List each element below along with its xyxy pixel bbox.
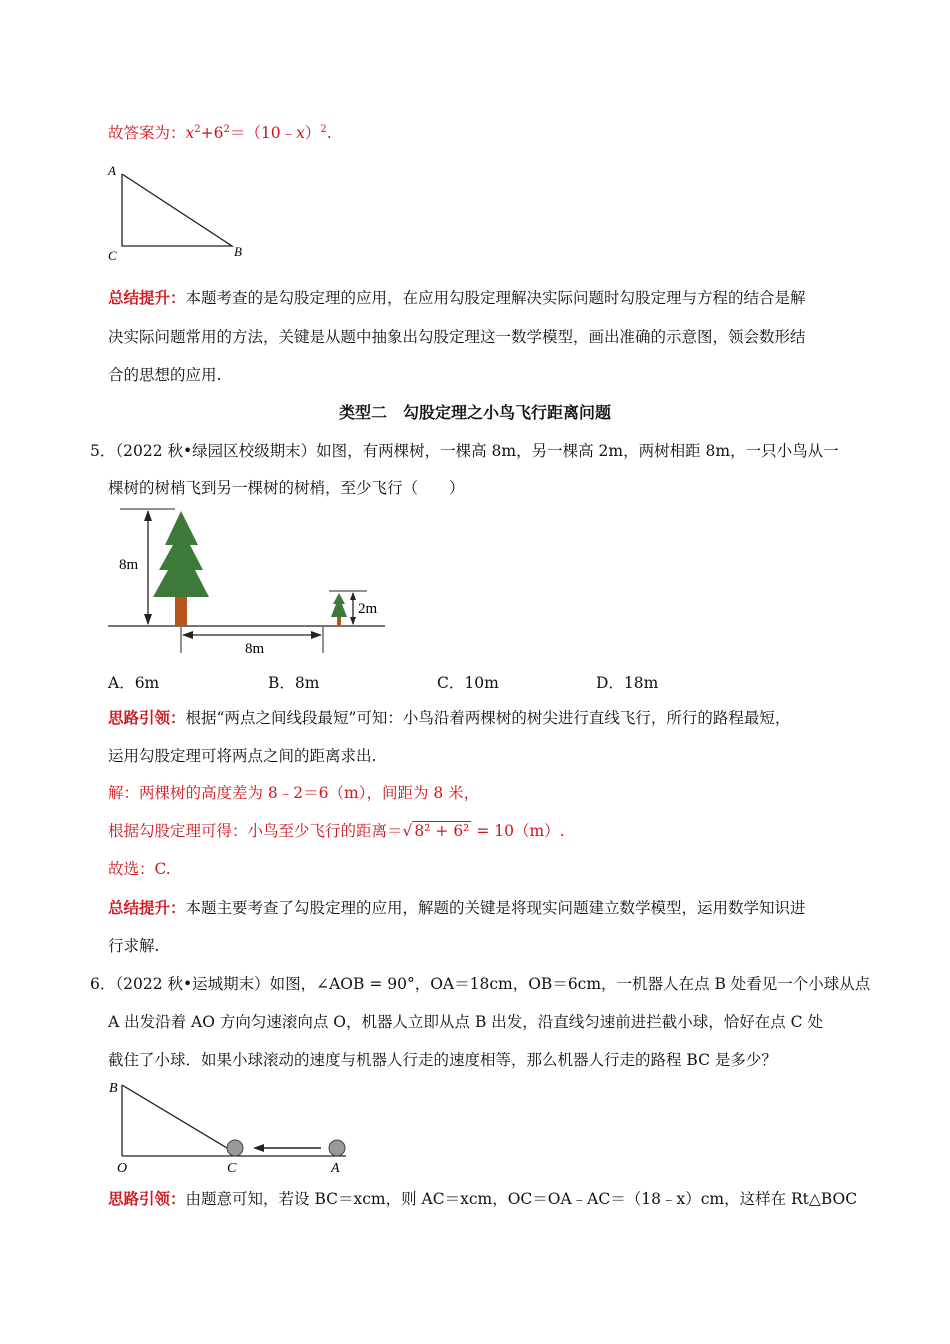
q5-summary-line2: 行求解.: [108, 937, 160, 955]
choice-a: A．6m: [108, 674, 160, 692]
q6-line3: 截住了小球．如果小球滚动的速度与机器人行走的速度相等，那么机器人行走的路程 BC 是多少？: [108, 1051, 777, 1069]
q5-line2: 棵树的树梢飞到另一棵树的树梢，至少飞行（ ）: [108, 479, 465, 497]
solution-suffix: = 10（m）.: [471, 822, 565, 840]
q6-hint-line1: [108, 1188, 857, 1210]
label-A: A: [108, 163, 116, 178]
q5-hint-line2: 运用勾股定理可将两点之间的距离求出.: [108, 747, 377, 765]
ball-at-A: [329, 1140, 345, 1156]
triangle-shape: [122, 174, 232, 246]
arrow-head-up-small: [350, 592, 356, 600]
formula-part: ）: [304, 124, 321, 142]
short-tree-canopy: [331, 593, 347, 617]
q5-solution-line3: 故选：C.: [108, 860, 171, 878]
hint-text: 由题意可知，若设 BC＝xcm，则 AC＝xcm，OC＝OA﹣AC＝（18﹣x）cm，这样在 Rt△BOC: [185, 1190, 858, 1208]
segment-BC: [122, 1085, 232, 1151]
q5-hint-line1: [108, 707, 790, 729]
label-O: O: [117, 1161, 128, 1176]
ball-at-C: [227, 1140, 243, 1156]
summary-1-line1: [108, 287, 806, 309]
formula-part: .: [326, 124, 332, 142]
label-C: C: [227, 1161, 237, 1176]
arrow-head-up: [144, 510, 152, 521]
summary-1-line2: 决实际问题常用的方法，关键是从题中抽象出勾股定理这一数学模型，画出准确的示意图，领会数形结: [108, 328, 806, 346]
label-A: A: [331, 1161, 340, 1176]
choice-b: B．8m: [268, 674, 320, 692]
tall-tree-canopy: [153, 511, 209, 597]
arrow-head-down-small: [350, 617, 356, 625]
tall-height-label: 8m: [119, 557, 139, 573]
arrow-head-right: [311, 631, 322, 639]
q5-line1: 5．（2022 秋•绿园区校级期末）如图，有两棵树，一棵高 8m，另一棵高 2m，两树相距 8m，一只小鸟从一: [90, 442, 839, 460]
answer-line: [108, 122, 332, 144]
summary-label: 总结提升：: [108, 288, 186, 307]
formula-part: +6: [200, 124, 224, 142]
distance-label: 8m: [245, 641, 265, 657]
q5-summary-line1: [108, 897, 806, 919]
triangle-figure: [100, 158, 260, 268]
choice-d: D．18m: [596, 674, 659, 692]
q6-line2: A 出发沿着 AO 方向匀速滚向点 O，机器人立即从点 B 出发，沿直线匀速前进拦截小球，恰好在点 C 处: [108, 1013, 823, 1031]
exp: 2: [194, 123, 201, 135]
formula-part: ＝（10﹣: [229, 124, 297, 142]
formula-var: x: [296, 124, 305, 142]
short-height-label: 2m: [358, 601, 378, 617]
q5-solution-line2: [108, 820, 565, 842]
summary-text: 本题主要考查了勾股定理的应用，解题的关键是将现实问题建立数学模型，运用数学知识进: [185, 899, 806, 917]
tree-figure: [105, 505, 395, 660]
sqrt-sign: √: [402, 822, 413, 840]
summary-label: 总结提升：: [108, 898, 186, 917]
solution-prefix: 根据勾股定理可得：小鸟至少飞行的距离＝: [108, 822, 403, 840]
label-B: B: [109, 1081, 118, 1096]
label-B: B: [234, 244, 242, 259]
label-C: C: [108, 248, 117, 263]
exp: 2: [223, 123, 230, 135]
hint-label: 思路引领：: [108, 708, 186, 727]
tall-tree-trunk: [175, 593, 187, 626]
section-title: 类型二 勾股定理之小鸟飞行距离问题: [338, 403, 611, 422]
choice-c: C．10m: [437, 674, 499, 692]
short-tree-trunk: [337, 616, 341, 626]
q6-line1: 6．（2022 秋•运城期末）如图，∠AOB = 90°，OA＝18cm，OB＝6cm，一机器人在点 B 处看见一个小球从点: [90, 975, 871, 993]
motion-arrow-head: [253, 1144, 264, 1152]
q5-solution-line1: 解：两棵树的高度差为 8﹣2＝6（m），间距为 8 米，: [108, 784, 480, 802]
formula-var: x: [185, 124, 195, 142]
answer-prefix: 故答案为：: [108, 124, 186, 142]
hint-label: 思路引领：: [108, 1189, 186, 1208]
arrow-head-down: [144, 614, 152, 625]
hint-text: 根据“两点之间线段最短”可知：小鸟沿着两棵树的树尖进行直线飞行，所行的路程最短，: [185, 709, 791, 727]
exp: 2: [320, 123, 327, 135]
ball-figure: [100, 1075, 360, 1180]
arrow-head-left: [182, 631, 193, 639]
summary-text: 本题考查的是勾股定理的应用，在应用勾股定理解决实际问题时勾股定理与方程的结合是解: [185, 289, 806, 307]
sqrt-radicand: 8² + 6²: [414, 822, 470, 840]
summary-1-line3: 合的思想的应用.: [108, 366, 222, 384]
